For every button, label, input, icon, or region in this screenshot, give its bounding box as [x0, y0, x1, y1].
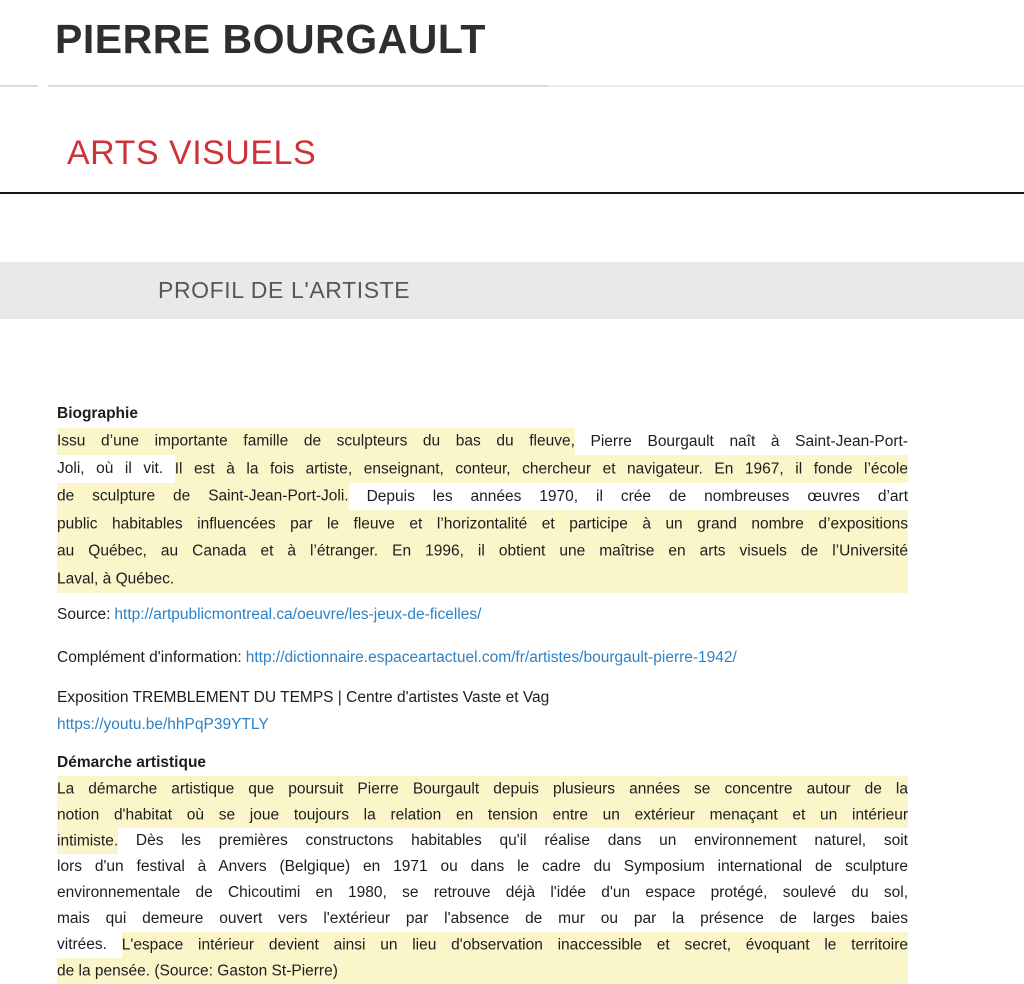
complement-label: Complément d'information: — [57, 649, 242, 666]
demarche-paragraph — [57, 776, 908, 984]
source-row — [57, 601, 908, 629]
body-text: environnementale de Chicoutimi en 1980, se retrouve déjà l'idée d'un espace protégé, soulevé du sol, — [57, 884, 908, 901]
video-link[interactable]: https://youtu.be/hhPqP39YTLY — [57, 716, 269, 733]
highlighted-text: La démarche artistique que poursuit Pierre Bourgault depuis plusieurs années se concentre autour de la — [57, 776, 908, 802]
category-heading: ARTS VISUELS — [67, 134, 317, 172]
paragraph-line — [57, 510, 908, 538]
paragraph-line — [57, 455, 908, 483]
paragraph-line — [57, 802, 908, 828]
paragraph-line — [57, 483, 908, 511]
complement-row — [57, 644, 908, 672]
paragraph-line — [57, 538, 908, 566]
paragraph-line — [57, 428, 908, 456]
complement-link[interactable]: http://dictionnaire.espaceartactuel.com/fr/artistes/bourgault-pierre-1942/ — [245, 649, 737, 666]
section-band — [0, 262, 1024, 319]
body-text: Joli, où il vit. — [57, 460, 175, 477]
highlighted-text: Il est à la fois artiste, enseignant, conteur, chercheur et navigateur. En 1967, il fonde l’école — [175, 455, 908, 483]
section-header: PROFIL DE L'ARTISTE — [158, 277, 411, 303]
exposition-row — [57, 684, 908, 739]
header-divider — [0, 85, 1024, 87]
highlighted-text: Laval, à Québec. — [57, 565, 174, 593]
highlighted-text: notion d'habitat où se joue toujours la relation en tension entre un extérieur menaçant et un intérieur — [57, 802, 908, 828]
highlighted-text: de sculpture de Saint-Jean-Port-Joli. — [57, 483, 349, 511]
paragraph-line — [57, 880, 908, 906]
page-title: PIERRE BOURGAULT — [55, 16, 486, 62]
biography-heading: Biographie — [57, 405, 138, 422]
body-text: vitrées. — [57, 936, 122, 953]
source-link[interactable]: http://artpublicmontreal.ca/oeuvre/les-jeux-de-ficelles/ — [114, 605, 482, 623]
body-text: mais qui demeure ouvert vers l'extérieur par l'absence de mur ou par la présence de larges baies — [57, 910, 908, 927]
demarche-heading: Démarche artistique — [57, 753, 207, 771]
highlighted-text: intimiste. — [57, 828, 118, 854]
highlighted-text: Issu d’une importante famille de sculpteurs du bas du fleuve, — [57, 428, 575, 456]
section-divider — [0, 192, 1024, 194]
biography-paragraph — [57, 428, 908, 593]
paragraph-line — [57, 565, 908, 593]
paragraph-line — [57, 776, 908, 802]
exposition-text: Exposition TREMBLEMENT DU TEMPS | Centre d'artistes Vaste et Vag — [57, 688, 550, 706]
article — [57, 400, 908, 984]
body-text: Pierre Bourgault naît à Saint-Jean-Port- — [574, 432, 908, 450]
highlighted-text: public habitables influencées par le fleuve et l’horizontalité et participe à un grand nombre d’expositions — [57, 510, 908, 538]
body-text: lors d'un festival à Anvers (Belgique) en 1971 ou dans le cadre du Symposium international de sculpture — [57, 858, 908, 875]
paragraph-line — [57, 958, 908, 984]
highlighted-text: au Québec, au Canada et à l’étranger. En 1996, il obtient une maîtrise en arts visuels de l’Université — [57, 538, 908, 566]
body-text: Depuis les années 1970, il crée de nombreuses œuvres d’art — [348, 487, 908, 505]
paragraph-line — [57, 854, 908, 880]
paragraph-line — [57, 828, 908, 854]
paragraph-line — [57, 906, 908, 932]
source-label: Source: — [57, 605, 111, 623]
highlighted-text: de la pensée. (Source: Gaston St-Pierre) — [57, 958, 338, 984]
body-text: Dès les premières constructons habitables qu'il réalise dans un environnement naturel, soit — [118, 832, 908, 849]
paragraph-line — [57, 932, 908, 958]
highlighted-text: L'espace intérieur devient ainsi un lieu d'observation inaccessible et secret, évoquant le territoire — [122, 932, 908, 958]
